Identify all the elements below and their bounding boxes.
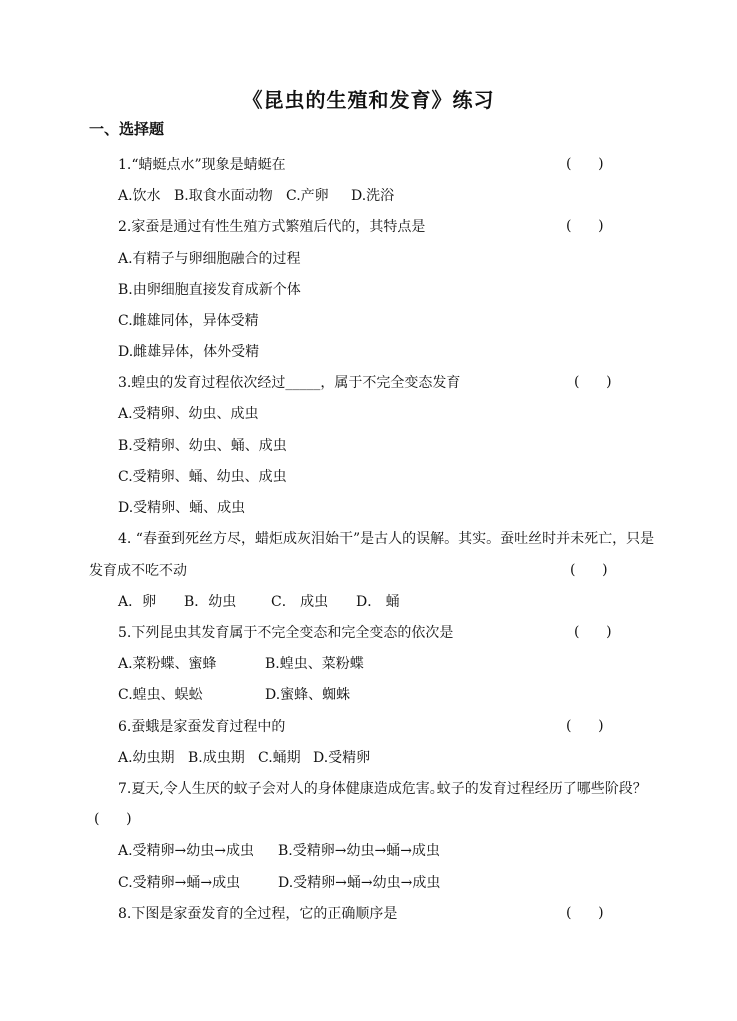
- option-b[interactable]: B.蝗虫、菜粉蝶: [265, 656, 364, 672]
- question-3-option-b[interactable]: B.受精卵、幼虫、蛹、成虫: [118, 438, 287, 454]
- option-d[interactable]: D． 蛹: [356, 594, 400, 610]
- question-2-option-b[interactable]: B.由卵细胞直接发育成新个体: [118, 282, 301, 298]
- question-3-option-c[interactable]: C.受精卵、蛹、幼虫、成虫: [118, 469, 287, 485]
- question-5-options-row-1: [118, 655, 364, 673]
- answer-blank-7[interactable]: ( ): [94, 811, 132, 827]
- question-4-line-1: 4. “春蚕到死丝方尽，蜡炬成灰泪始干”是古人的误解。其实。蚕吐丝时并未死亡，只是: [118, 531, 655, 547]
- question-6-options: [118, 749, 370, 767]
- question-3-option-d[interactable]: D.受精卵、蛹、成虫: [118, 500, 246, 516]
- option-c[interactable]: C． 成虫: [271, 594, 329, 610]
- answer-blank-5[interactable]: ( ): [574, 624, 612, 640]
- question-8: 8.下图是家蚕发育的全过程，它的正确顺序是: [118, 906, 398, 922]
- answer-blank-6[interactable]: ( ): [566, 718, 604, 734]
- option-a[interactable]: A．卵: [118, 594, 157, 610]
- option-c[interactable]: C.蛹期: [258, 750, 301, 766]
- question-2-option-c[interactable]: C.雌雄同体，异体受精: [118, 313, 259, 329]
- question-3-option-a[interactable]: A.受精卵、幼虫、成虫: [118, 406, 259, 422]
- question-1-options: [118, 187, 394, 205]
- option-b[interactable]: B．幼虫: [184, 594, 237, 610]
- question-2-option-d[interactable]: D.雌雄异体，体外受精: [118, 344, 260, 360]
- answer-blank-1[interactable]: ( ): [566, 156, 604, 172]
- option-d[interactable]: D.洗浴: [351, 188, 395, 204]
- option-d[interactable]: D.受精卵: [313, 750, 371, 766]
- answer-blank-2[interactable]: ( ): [566, 218, 604, 234]
- section-heading: 一、选择题: [89, 120, 165, 138]
- question-4-options: [118, 593, 400, 611]
- option-c[interactable]: C.产卵: [286, 188, 329, 204]
- question-2-option-a[interactable]: A.有精子与卵细胞融合的过程: [118, 251, 301, 267]
- question-4-line-2: 发育成不吃不动: [89, 563, 187, 579]
- option-b[interactable]: B.成虫期: [188, 750, 245, 766]
- answer-blank-3[interactable]: ( ): [574, 374, 612, 390]
- question-5-options-row-2: [118, 686, 350, 704]
- question-3: 3.蝗虫的发育过程依次经过_____，属于不完全变态发育: [118, 375, 461, 391]
- question-1: 1.“蜻蜓点水”现象是蜻蜓在: [118, 157, 286, 173]
- option-a[interactable]: A.受精卵→幼虫→成虫: [118, 843, 255, 859]
- option-b[interactable]: B.取食水面动物: [174, 188, 273, 204]
- option-a[interactable]: A.饮水: [118, 188, 161, 204]
- answer-blank-8[interactable]: ( ): [566, 905, 604, 921]
- page-title: 《昆虫的生殖和发育》练习: [242, 88, 495, 112]
- option-a[interactable]: A.幼虫期: [118, 750, 175, 766]
- option-b[interactable]: B.受精卵→幼虫→蛹→成虫: [278, 843, 440, 859]
- option-c[interactable]: C.蝗虫、蜈蚣: [118, 687, 203, 703]
- option-d[interactable]: D.受精卵→蛹→幼虫→成虫: [278, 875, 441, 891]
- option-a[interactable]: A.菜粉蝶、蜜蜂: [118, 656, 217, 672]
- question-6: 6.蚕蛾是家蚕发育过程中的: [118, 719, 286, 735]
- option-c[interactable]: C.受精卵→蛹→成虫: [118, 875, 241, 891]
- question-2: 2.家蚕是通过有性生殖方式繁殖后代的，其特点是: [118, 219, 426, 235]
- option-d[interactable]: D.蜜蜂、蜘蛛: [265, 687, 351, 703]
- question-7-options-row-2: [118, 874, 440, 892]
- question-7: 7.夏天,令人生厌的蚊子会对人的身体健康造成危害｡蚊子的发育过程经历了哪些阶段？: [118, 781, 647, 797]
- question-5: 5.下列昆虫其发育属于不完全变态和完全变态的依次是: [118, 625, 454, 641]
- answer-blank-4[interactable]: ( ): [570, 562, 608, 578]
- question-7-options-row-1: [118, 842, 440, 860]
